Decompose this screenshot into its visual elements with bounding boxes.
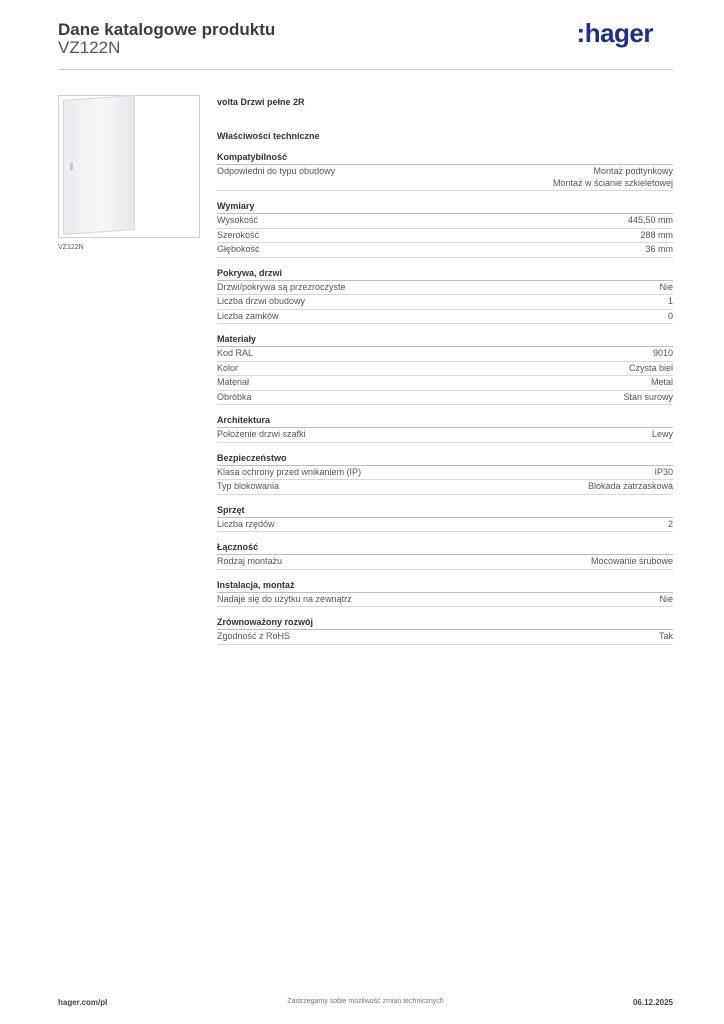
spec-section bbox=[217, 151, 673, 191]
spec-value bbox=[553, 166, 673, 189]
page-header bbox=[58, 20, 673, 70]
spec-row bbox=[217, 243, 673, 258]
section-title: Kompatybilność bbox=[217, 151, 673, 165]
spec-value bbox=[659, 631, 673, 643]
spec-row bbox=[217, 428, 673, 443]
product-image bbox=[58, 95, 200, 238]
spec-value bbox=[668, 519, 673, 531]
spec-label: Liczba zamków bbox=[217, 310, 279, 321]
product-code: VZ122N bbox=[58, 38, 121, 57]
section-title: Łączność bbox=[217, 541, 673, 555]
section-title: Wymiary bbox=[217, 200, 673, 214]
spec-label: Kod RAL bbox=[217, 348, 254, 358]
spec-section bbox=[217, 541, 673, 570]
spec-row bbox=[217, 630, 673, 645]
spec-value bbox=[659, 282, 673, 294]
spec-value-line: Mocowanie śrubowe bbox=[590, 556, 673, 566]
section-title: Materiały bbox=[217, 333, 673, 347]
spec-row bbox=[217, 555, 673, 570]
spec-value-line: 2 bbox=[667, 518, 673, 529]
section-title: Pokrywa, drzwi bbox=[217, 267, 673, 281]
section-title: Instalacja, montaż bbox=[217, 579, 673, 593]
spec-sections bbox=[217, 151, 673, 645]
spec-value-line: Czysta biel bbox=[628, 362, 673, 373]
spec-label: Typ blokowania bbox=[217, 481, 280, 491]
product-name: volta Drzwi pełne 2R bbox=[217, 97, 305, 107]
spec-value bbox=[588, 481, 673, 493]
spec-row bbox=[217, 281, 673, 296]
spec-value bbox=[591, 556, 673, 568]
spec-value-line: 288 mm bbox=[640, 229, 673, 240]
spec-row bbox=[217, 593, 673, 608]
spec-value-line: Blokada zatrzaskowa bbox=[587, 481, 673, 491]
spec-value bbox=[645, 244, 673, 256]
spec-row bbox=[217, 480, 673, 495]
footer-notice: Zastrzegamy sobie możliwość zmian technicznych bbox=[287, 998, 444, 1005]
spec-row bbox=[217, 518, 673, 533]
spec-value-line: Lewy bbox=[651, 429, 673, 439]
spec-label: Głębokość bbox=[217, 244, 260, 254]
spec-row bbox=[217, 295, 673, 310]
spec-label: Drzwi/pokrywa są przezroczyste bbox=[217, 281, 346, 292]
spec-value-line: 445,50 mm bbox=[627, 215, 673, 225]
spec-section bbox=[217, 579, 673, 608]
spec-value bbox=[668, 296, 673, 308]
spec-label: Liczba drzwi obudowy bbox=[217, 296, 306, 306]
spec-content bbox=[217, 96, 673, 645]
spec-value-line: Nie bbox=[659, 281, 673, 292]
spec-label: Szerokość bbox=[217, 229, 260, 240]
spec-value-line: 9010 bbox=[652, 348, 673, 358]
spec-row bbox=[217, 362, 673, 377]
spec-value bbox=[653, 348, 673, 360]
spec-row bbox=[217, 214, 673, 229]
spec-label: Odpowiedni do typu obudowy bbox=[217, 166, 336, 176]
spec-value-line: Nie bbox=[659, 593, 673, 604]
spec-section bbox=[217, 504, 673, 533]
spec-value bbox=[654, 467, 673, 479]
spec-value-line: 0 bbox=[667, 310, 673, 321]
spec-value-line: Montaż podtynkowy bbox=[593, 166, 673, 176]
footer-website-link[interactable]: hager.com/pl bbox=[58, 998, 108, 1007]
spec-label: Zgodność z RoHS bbox=[217, 631, 291, 641]
spec-row bbox=[217, 466, 673, 481]
hager-logo: :hager bbox=[576, 18, 653, 48]
spec-section bbox=[217, 267, 673, 325]
image-caption: VZ122N bbox=[58, 244, 84, 251]
spec-label: Materiał bbox=[217, 377, 250, 387]
spec-label: Wysokość bbox=[217, 215, 258, 225]
spec-value bbox=[623, 392, 673, 404]
door-panel-image bbox=[63, 95, 135, 235]
section-title: Sprzęt bbox=[217, 504, 673, 518]
spec-label: Klasa ochrony przed wnikaniem (IP) bbox=[217, 466, 362, 477]
spec-label: Kolor bbox=[217, 362, 239, 373]
footer-date: 06.12.2025 bbox=[632, 998, 673, 1007]
section-title: Bezpieczeństwo bbox=[217, 452, 673, 466]
spec-value bbox=[629, 363, 673, 375]
section-title: Zrównoważony rozwój bbox=[217, 616, 673, 630]
spec-value bbox=[659, 594, 673, 606]
spec-value-line: Tak bbox=[658, 631, 673, 641]
spec-value bbox=[651, 377, 673, 389]
spec-label: Nadaje się do użytku na zewnątrz bbox=[217, 593, 352, 604]
spec-row bbox=[217, 376, 673, 391]
spec-value-line: 36 mm bbox=[645, 244, 673, 254]
spec-row bbox=[217, 310, 673, 325]
spec-value-line: 1 bbox=[667, 296, 673, 306]
section-title: Architektura bbox=[217, 414, 673, 428]
spec-value-line: Stan surowy bbox=[623, 391, 673, 402]
page-title: Dane katalogowe produktu bbox=[58, 20, 276, 39]
spec-label: Położenie drzwi szafki bbox=[217, 429, 306, 439]
spec-value-line: IP30 bbox=[654, 466, 673, 477]
spec-label: Rodzaj montażu bbox=[217, 556, 283, 566]
spec-section bbox=[217, 333, 673, 405]
spec-row bbox=[217, 347, 673, 362]
door-latch-icon bbox=[70, 162, 73, 170]
spec-section bbox=[217, 200, 673, 258]
spec-row bbox=[217, 165, 673, 191]
spec-value bbox=[640, 230, 673, 242]
spec-label: Liczba rzędów bbox=[217, 518, 275, 529]
spec-row bbox=[217, 391, 673, 406]
properties-heading: Właściwości techniczne bbox=[217, 131, 320, 141]
spec-section bbox=[217, 452, 673, 495]
spec-value bbox=[628, 215, 673, 227]
spec-value bbox=[668, 311, 673, 323]
spec-section bbox=[217, 414, 673, 443]
spec-value bbox=[652, 429, 673, 441]
spec-value-line: Metal bbox=[650, 377, 673, 387]
spec-label: Obróbka bbox=[217, 391, 252, 402]
spec-value-line: Montaż w ścianie szkieletowej bbox=[552, 177, 673, 188]
spec-row bbox=[217, 229, 673, 244]
spec-section bbox=[217, 616, 673, 645]
